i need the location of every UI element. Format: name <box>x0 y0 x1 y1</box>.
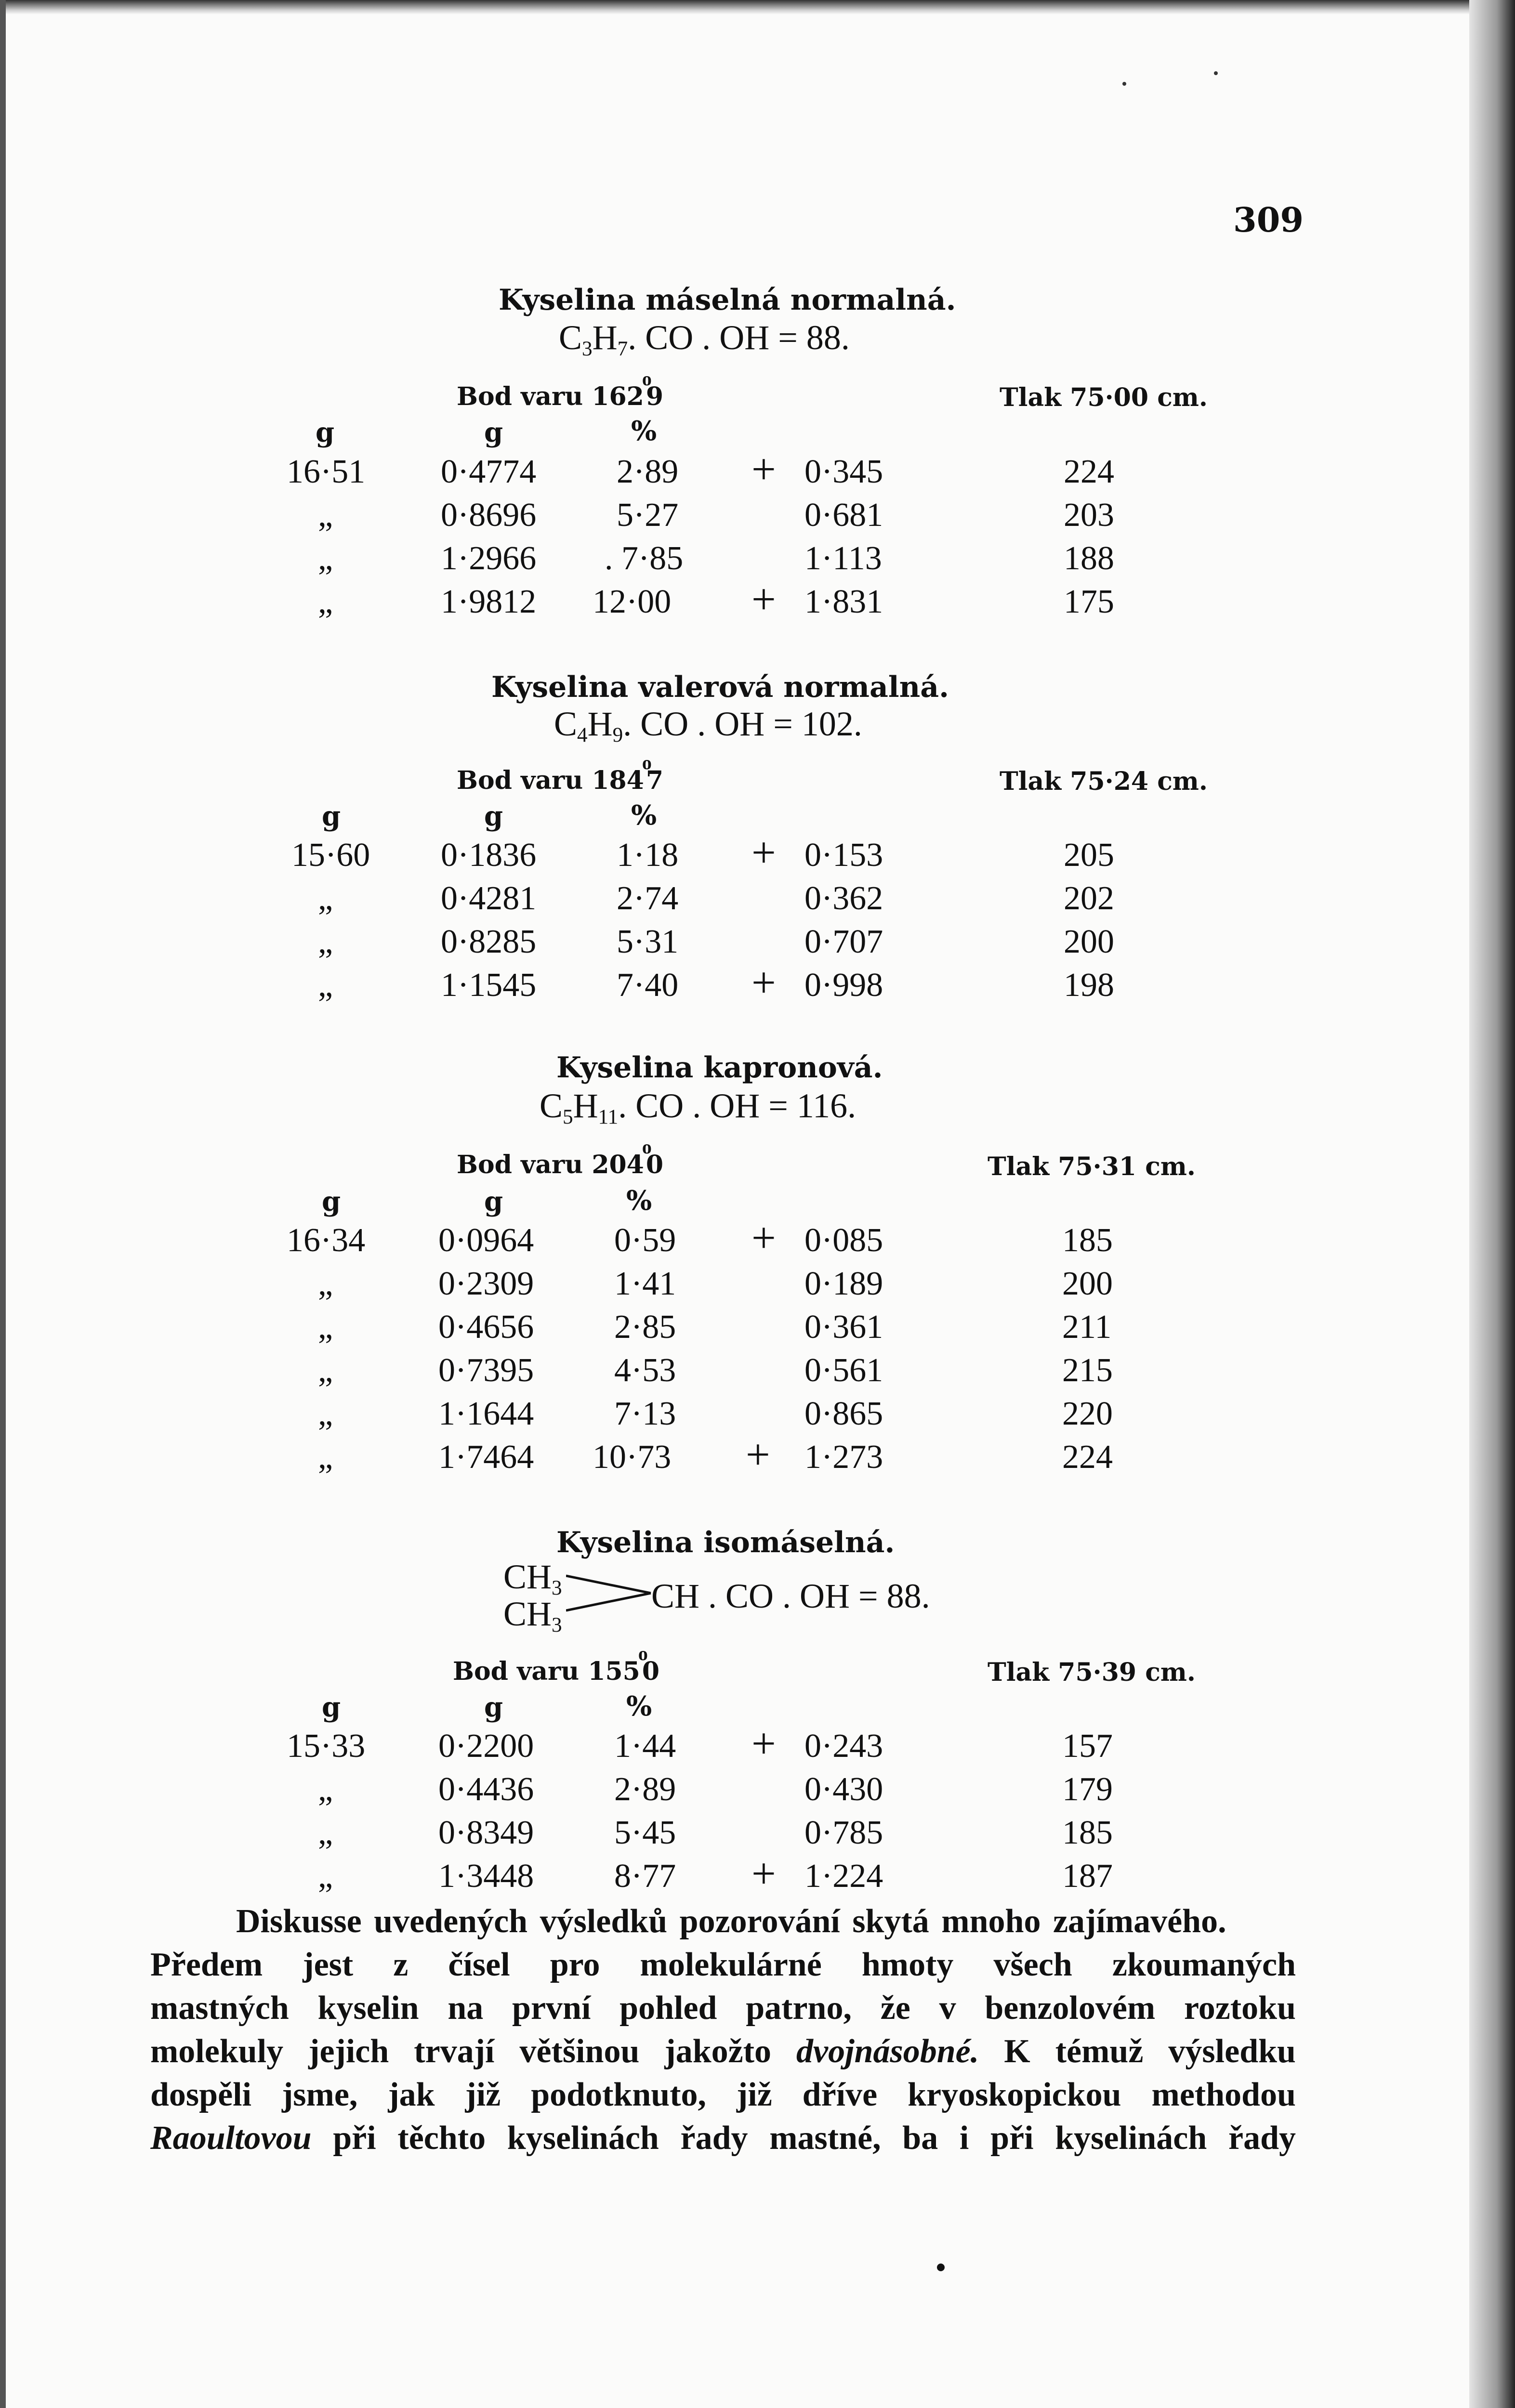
ditto-mark: „ <box>318 967 333 1004</box>
ditto-mark: „ <box>318 497 333 534</box>
mass-solvent: 16·34 <box>287 1222 366 1259</box>
percent: 5·27 <box>617 497 679 534</box>
section-title: Kyselina valerová normalná. <box>491 670 949 704</box>
unit-label: g <box>484 1186 503 1217</box>
depression: 1·273 <box>804 1439 883 1476</box>
boiling-point: Bod varu 155 o 0 <box>453 1643 660 1686</box>
molecular-weight: 200 <box>1062 1265 1113 1302</box>
mass-solute: 0·2200 <box>438 1727 534 1765</box>
pressure: Tlak 75·24 cm. <box>1000 767 1208 796</box>
molecular-weight: 202 <box>1064 880 1114 917</box>
section-title: Kyselina kapronová. <box>556 1051 883 1085</box>
depression: 1·224 <box>804 1858 883 1895</box>
mass-solute: 0·4281 <box>441 880 537 917</box>
depression: 0·998 <box>804 967 883 1004</box>
ditto-mark: „ <box>318 1395 333 1432</box>
percent: 1·44 <box>614 1727 676 1765</box>
paragraph-line: mastných kyselin na první pohled patrno, že v benzolovém roztoku <box>150 1989 1296 2027</box>
mass-solute: 0·4656 <box>438 1309 534 1346</box>
depression: 1·113 <box>804 540 882 577</box>
ditto-mark: „ <box>318 1265 333 1302</box>
boiling-point: Bod varu 184 o 7 <box>457 752 664 795</box>
section-title: Kyselina isomáselná. <box>556 1526 895 1559</box>
formula-rest: CH . CO . OH = 88. <box>651 1577 930 1615</box>
unit-label: g <box>322 1186 341 1217</box>
sign: + <box>751 576 776 623</box>
chemical-formula: $C_3H_7$. CO . OH = 88. <box>559 318 850 360</box>
percent: 0·59 <box>614 1222 676 1259</box>
unit-label: % <box>631 799 657 831</box>
molecular-weight: 224 <box>1062 1439 1113 1476</box>
sign: + <box>751 829 776 877</box>
mass-solute: 0·1836 <box>441 837 537 874</box>
molecular-weight: 205 <box>1064 837 1114 874</box>
mass-solute: 1·1644 <box>438 1395 534 1432</box>
unit-label: g <box>484 417 503 448</box>
unit-label: % <box>626 1690 652 1722</box>
mass-solute: 1·3448 <box>438 1858 534 1895</box>
mass-solute: 0·2309 <box>438 1265 534 1302</box>
boiling-point: Bod varu 204 o 0 <box>457 1136 664 1179</box>
percent: 5·31 <box>617 923 679 960</box>
sign: + <box>751 445 776 493</box>
ink-speck <box>1214 71 1218 75</box>
section-title: Kyselina máselná normalná. <box>499 283 956 317</box>
ditto-mark: „ <box>318 583 333 620</box>
paragraph-line: Předem jest z čísel pro molekulárné hmoty všech zkoumaných <box>150 1946 1296 1983</box>
ditto-mark: „ <box>318 1814 333 1851</box>
paragraph-line: molekuly jejich trvají většinou jakožto dvojnásobné. K témuž výsledku <box>150 2033 1296 2070</box>
depression: 0·561 <box>804 1352 883 1389</box>
molecular-weight: 187 <box>1062 1858 1113 1895</box>
pressure: Tlak 75·39 cm. <box>988 1658 1196 1687</box>
unit-label: g <box>484 800 503 832</box>
depression: 0·189 <box>804 1265 883 1302</box>
molecular-weight: 185 <box>1062 1222 1113 1259</box>
mass-solvent: 15·33 <box>287 1727 366 1765</box>
boiling-point: Bod varu 162 o 9 <box>457 368 664 411</box>
scan-right-edge <box>1469 0 1515 2408</box>
percent: . 7·85 <box>605 540 684 577</box>
mass-solute: 0·7395 <box>438 1352 534 1389</box>
ditto-mark: „ <box>318 540 333 577</box>
sign: + <box>746 1431 770 1479</box>
ink-speck <box>1122 82 1126 86</box>
percent: 2·74 <box>617 880 679 917</box>
percent: 2·89 <box>617 453 679 490</box>
sign: + <box>751 959 776 1007</box>
pressure: Tlak 75·00 cm. <box>1000 383 1208 412</box>
mass-solute: 0·4774 <box>441 453 537 490</box>
molecular-weight: 188 <box>1064 540 1114 577</box>
paragraph-line: Raoultovou při těchto kyselinách řady mastné, ba i při kyselinách řady <box>150 2120 1296 2157</box>
ditto-mark: „ <box>318 1309 333 1346</box>
molecular-weight: 224 <box>1064 453 1114 490</box>
molecular-weight: 185 <box>1062 1814 1113 1851</box>
percent: 2·89 <box>614 1771 676 1808</box>
mass-solute: 1·9812 <box>441 583 537 620</box>
unit-label: g <box>484 1691 503 1723</box>
branch-lines <box>566 1574 653 1612</box>
percent: 5·45 <box>614 1814 676 1851</box>
sign: + <box>751 1850 776 1898</box>
paragraph-line: dospěli jsme, jak již podotknuto, již dříve kryoskopickou methodou <box>150 2076 1296 2113</box>
depression: 0·865 <box>804 1395 883 1432</box>
depression: 0·153 <box>804 837 883 874</box>
percent: 1·41 <box>614 1265 676 1302</box>
depression: 0·345 <box>804 453 883 490</box>
percent: 10·73 <box>593 1439 672 1476</box>
sign: + <box>751 1214 776 1262</box>
formula-top-group: $CH_3$ <box>503 1557 562 1599</box>
mass-solute: 0·0964 <box>438 1222 534 1259</box>
unit-label: g <box>322 1691 341 1723</box>
molecular-weight: 175 <box>1064 583 1114 620</box>
mass-solute: 0·4436 <box>438 1771 534 1808</box>
depression: 0·085 <box>804 1222 883 1259</box>
molecular-weight: 203 <box>1064 497 1114 534</box>
scan-left-edge <box>0 0 6 2408</box>
ditto-mark: „ <box>318 1439 333 1476</box>
mass-solute: 0·8696 <box>441 497 537 534</box>
depression: 0·785 <box>804 1814 883 1851</box>
percent: 4·53 <box>614 1352 676 1389</box>
molecular-weight: 220 <box>1062 1395 1113 1432</box>
depression: 0·361 <box>804 1309 883 1346</box>
formula-bottom-group: $CH_3$ <box>503 1595 562 1636</box>
mass-solvent: 15·60 <box>291 837 370 874</box>
molecular-weight: 200 <box>1064 923 1114 960</box>
depression: 0·430 <box>804 1771 883 1808</box>
mass-solute: 1·1545 <box>441 967 537 1004</box>
molecular-weight: 179 <box>1062 1771 1113 1808</box>
molecular-weight: 157 <box>1062 1727 1113 1765</box>
percent: 7·13 <box>614 1395 676 1432</box>
chemical-formula: $C_5H_{11}$. CO . OH = 116. <box>540 1086 856 1128</box>
ditto-mark: „ <box>318 1858 333 1895</box>
percent: 8·77 <box>614 1858 676 1895</box>
depression: 0·362 <box>804 880 883 917</box>
percent: 2·85 <box>614 1309 676 1346</box>
depression: 0·707 <box>804 923 883 960</box>
pressure: Tlak 75·31 cm. <box>988 1152 1196 1181</box>
mass-solute: 0·8285 <box>441 923 537 960</box>
percent: 7·40 <box>617 967 679 1004</box>
unit-label: g <box>316 417 335 448</box>
mass-solute: 1·7464 <box>438 1439 534 1476</box>
page-number: 309 <box>1233 200 1304 240</box>
ditto-mark: „ <box>318 1771 333 1808</box>
ditto-mark: „ <box>318 923 333 960</box>
molecular-weight: 198 <box>1064 967 1114 1004</box>
molecular-weight: 215 <box>1062 1352 1113 1389</box>
percent: 1·18 <box>617 837 679 874</box>
scan-top-shadow <box>0 0 1515 14</box>
chemical-formula: $C_4H_9$. CO . OH = 102. <box>554 705 862 746</box>
depression: 0·243 <box>804 1727 883 1765</box>
depression: 1·831 <box>804 583 883 620</box>
unit-label: % <box>631 415 657 447</box>
molecular-weight: 211 <box>1062 1309 1112 1346</box>
mass-solute: 0·8349 <box>438 1814 534 1851</box>
unit-label: % <box>626 1185 652 1217</box>
sign: + <box>751 1720 776 1767</box>
ditto-mark: „ <box>318 1352 333 1389</box>
paragraph-line: Diskusse uvedených výsledků pozorování skytá mnoho zajímavého. <box>236 1903 1226 1940</box>
unit-label: g <box>322 800 341 832</box>
percent: 12·00 <box>593 583 672 620</box>
mass-solute: 1·2966 <box>441 540 537 577</box>
mass-solvent: 16·51 <box>287 453 366 490</box>
depression: 0·681 <box>804 497 883 534</box>
ditto-mark: „ <box>318 880 333 917</box>
ink-speck <box>937 2264 945 2271</box>
